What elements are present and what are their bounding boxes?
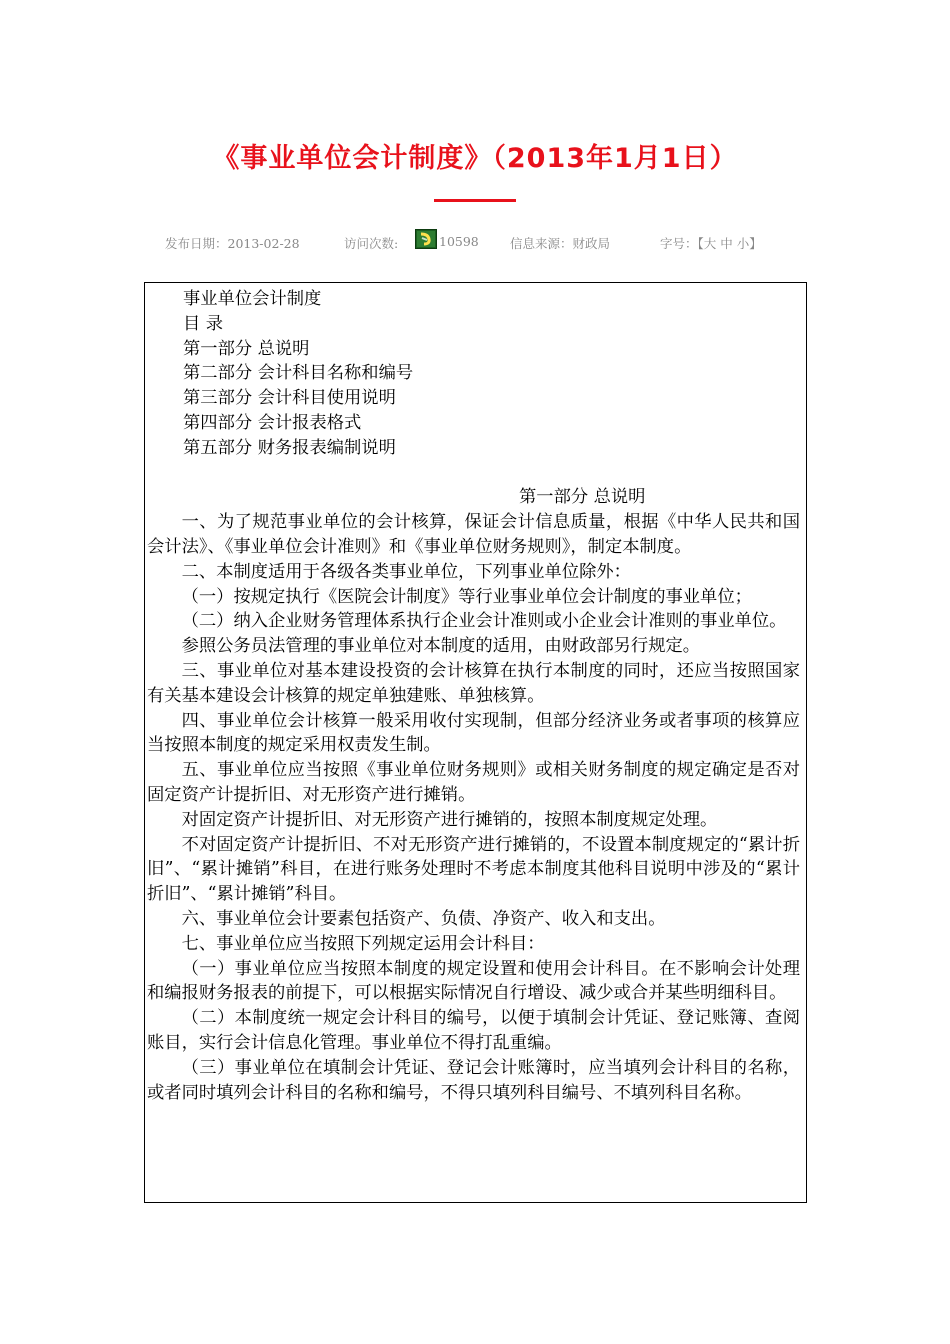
paragraph: 参照公务员法管理的事业单位对本制度的适用，由财政部另行规定。 [181,636,701,657]
paragraph: 四、事业单位会计核算一般采用收付实现制，但部分经济业务或者事项的核算应当按照本制度的规定采用权责发生制。 [147,710,800,756]
toc-item: 第二部分 会计科目名称和编号 [183,363,414,384]
paragraph: 对固定资产计提折旧、对无形资产进行摊销的，按照本制度规定处理。 [181,809,718,830]
toc-item: 第五部分 财务报表编制说明 [183,437,396,458]
publish-date: 发布日期：2013-02-28 [165,236,300,251]
paragraph: 六、事业单位会计要素包括资产、负债、净资产、收入和支出。 [181,908,666,929]
toc-heading: 事业单位会计制度 [183,289,322,309]
meta-bar [0,234,950,254]
article-body [144,282,807,1203]
counter-badge-icon [415,229,437,249]
spacer [147,461,800,486]
info-source: 信息来源：财政局 [510,236,611,251]
title-underline [434,199,516,202]
paragraph: （一）事业单位应当按照本制度的规定设置和使用会计科目。在不影响会计处理和编报财务报表的前提下，可以根据实际情况自行增设、减少或合并某些明细科目。 [147,958,800,1004]
section-heading: 第一部分 总说明 [519,487,646,508]
paragraph: 一、为了规范事业单位的会计核算，保证会计信息质量，根据《中华人民共和国会计法》、《事业单位会计准则》和《事业单位财务规则》，制定本制度。 [147,512,800,557]
toc-title: 目 录 [183,313,224,334]
paragraph: 七、事业单位应当按照下列规定运用会计科目： [181,933,545,954]
paragraph: 五、事业单位应当按照《事业单位财务规则》或相关财务制度的规定确定是否对固定资产计提折旧、对无形资产进行摊销。 [147,760,800,805]
toc-item: 第一部分 总说明 [183,338,310,359]
toc-item: 第三部分 会计科目使用说明 [183,388,396,409]
visits-label: 访问次数: [344,236,399,251]
paragraph: （二）本制度统一规定会计科目的编号，以便于填制会计凭证、登记账簿、查阅账目，实行会计信息化管理。事业单位不得打乱重编。 [147,1008,800,1053]
page-title: 《事业单位会计制度》（2013年1月1日） [212,143,738,174]
visits-count: 10598 [439,234,479,249]
paragraph: （一）按规定执行《医院会计制度》等行业事业单位会计制度的事业单位； [181,586,752,607]
toc-item: 第四部分 会计报表格式 [183,412,362,433]
paragraph: 不对固定资产计提折旧、不对无形资产进行摊销的，不设置本制度规定的“累计折旧”、“累计摊销”科目，在进行账务处理时不考虑本制度其他科目说明中涉及的“累计折旧”、“累计摊销”科目。 [147,834,800,905]
paragraph: （三）事业单位在填制会计凭证、登记会计账簿时，应当填列会计科目的名称，或者同时填列会计科目的名称和编号，不得只填列科目编号、不填列科目名称。 [147,1057,800,1103]
paragraph: 二、本制度适用于各级各类事业单位，下列事业单位除外： [181,561,631,582]
paragraph: （二）纳入企业财务管理体系执行企业会计准则或小企业会计准则的事业单位。 [181,611,787,632]
font-size-selector[interactable]: 字号：【大 中 小】 [660,236,762,251]
paragraph: 三、事业单位对基本建设投资的会计核算在执行本制度的同时，还应当按照国家有关基本建设会计核算的规定单独建账、单独核算。 [147,660,800,706]
